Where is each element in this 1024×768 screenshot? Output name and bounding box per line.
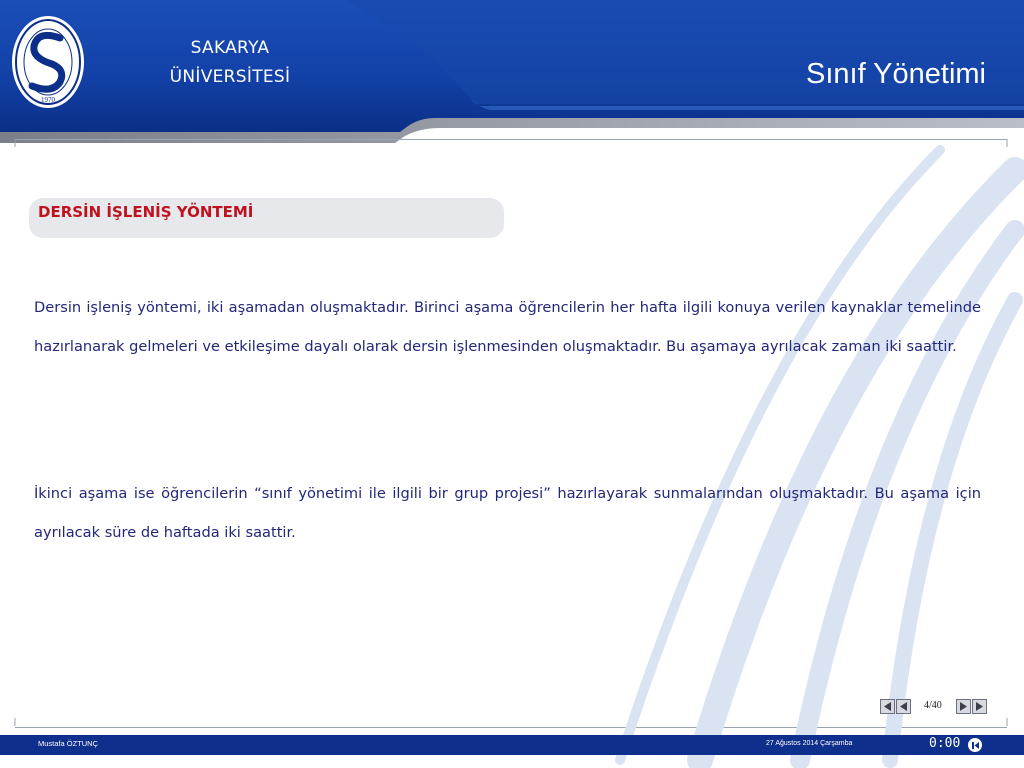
next-nav-group (956, 699, 988, 714)
page-indicator: 4/40 (924, 700, 942, 711)
last-page-icon[interactable] (972, 699, 987, 714)
page-title: Sınıf Yönetimi (805, 58, 986, 90)
prev-nav-group (880, 699, 912, 714)
footer-date: 27 Ağustos 2014 Çarşamba (766, 740, 853, 747)
svg-text:1970: 1970 (41, 96, 55, 104)
prev-page-icon[interactable] (896, 699, 911, 714)
paragraph-2: İkinci aşama ise öğrencilerin “sınıf yönetimi ile ilgili bir grup projesi” hazırlayarak sunmalarından oluşmaktadır. Bu aşama için ayrılacak süre de haftada iki saattir. (34, 485, 981, 541)
university-name-line2: ÜNİVERSİTESİ (169, 67, 291, 87)
section-title: DERSİN İŞLENİŞ YÖNTEMİ (38, 203, 254, 221)
footer-author: Mustafa ÖZTUNÇ (38, 739, 99, 748)
first-page-icon[interactable] (880, 699, 895, 714)
footer-timer: 0:00 (929, 736, 961, 751)
next-page-icon[interactable] (956, 699, 971, 714)
rewind-icon[interactable] (968, 738, 982, 752)
paragraph-1: Dersin işleniş yöntemi, iki aşamadan oluşmaktadır. Birinci aşama öğrencilerin her hafta ilgili konuya verilen kaynaklar temelinde hazırlanarak gelmeleri ve etkileşime dayalı olarak dersin işlenmesinden oluşmaktadır. Bu aşamaya ayrılacak zaman iki saattir. (34, 299, 981, 355)
university-name-line1: SAKARYA (190, 38, 270, 58)
footer-bar (0, 735, 1024, 755)
